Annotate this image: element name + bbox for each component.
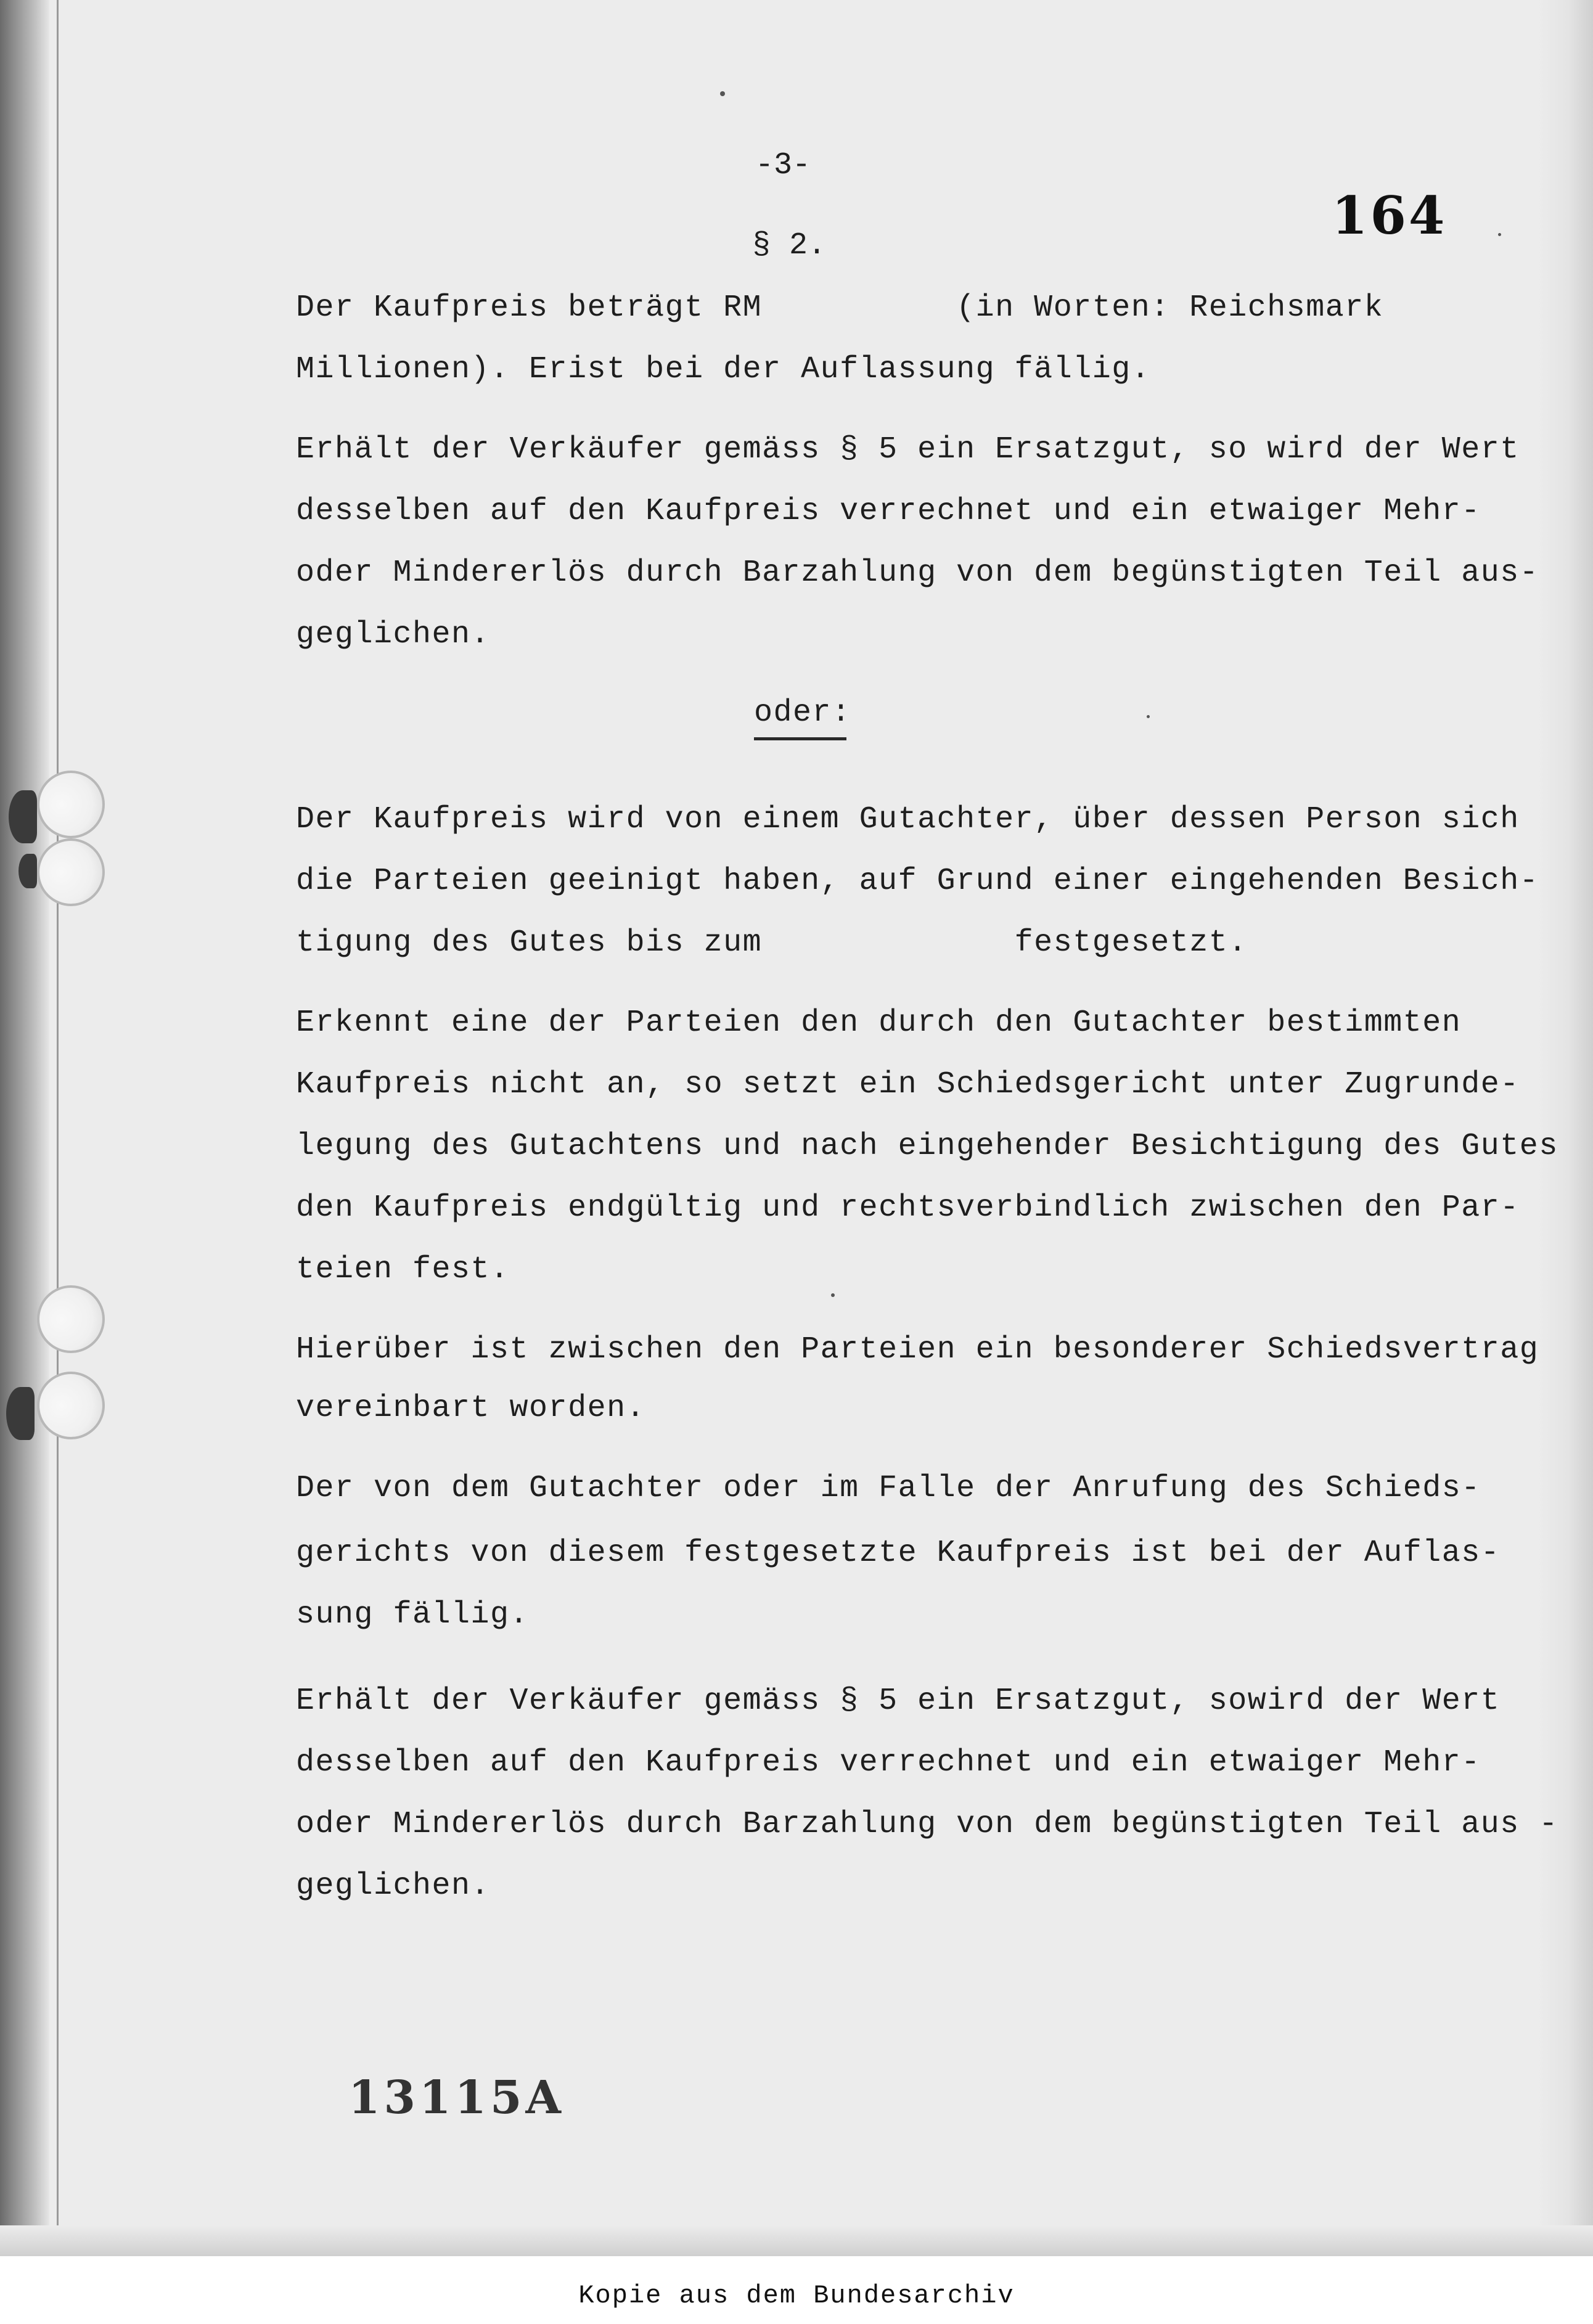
text-line: desselben auf den Kaufpreis verrechnet und ein etwaiger Mehr- [296,1745,1481,1780]
text-line: Erkennt eine der Parteien den durch den Gutachter bestimmten [296,1005,1462,1041]
archive-stamp: 13115A [348,2071,565,2124]
page-marker: -3- [755,148,811,183]
punch-hole-2 [37,838,105,906]
text-line: Der von dem Gutachter oder im Falle der Anrufung des Schieds- [296,1471,1481,1506]
speck [1147,715,1150,718]
alternative-label-underline [754,737,846,740]
punch-hole-shadow-4 [6,1387,35,1440]
text-line: Der Kaufpreis wird von einem Gutachter, über dessen Person sich [296,802,1520,837]
text-line: oder Mindererlös durch Barzahlung von dem begünstigten Teil aus - [296,1807,1558,1842]
punch-hole-shadow-2 [18,854,37,888]
punch-hole-shadow-1 [9,790,37,843]
text-line: geglichen. [296,1868,491,1904]
text-line: tigung des Gutes bis zum festgesetzt. [296,925,1248,960]
section-heading: § 2. [752,228,827,263]
text-line: geglichen. [296,617,491,652]
speck [831,1293,835,1297]
speck [1498,233,1501,236]
folio-number: 164 [1332,185,1448,246]
text-line: legung des Gutachtens und nach eingehender Besichtigung des Gutes [296,1129,1558,1164]
text-line: Der Kaufpreis beträgt RM (in Worten: Reichsmark [296,290,1384,325]
alternative-label: oder: [754,695,851,730]
text-line: teien fest. [296,1252,510,1287]
text-line: Hierüber ist zwischen den Parteien ein besonderer Schiedsvertrag [296,1332,1539,1367]
speck [720,91,725,96]
text-line: die Parteien geeinigt haben, auf Grund einer eingehenden Besich- [296,864,1539,899]
archive-footer: Kopie aus dem Bundesarchiv [578,2281,1015,2310]
binding-shadow [0,0,49,2256]
text-line: Erhält der Verkäufer gemäss § 5 ein Ersatzgut, sowird der Wert [296,1684,1501,1719]
text-line: Erhält der Verkäufer gemäss § 5 ein Ersatzgut, so wird der Wert [296,432,1520,467]
text-line: desselben auf den Kaufpreis verrechnet und ein etwaiger Mehr- [296,494,1481,529]
text-line: vereinbart worden. [296,1391,646,1426]
text-line: gerichts von diesem festgesetzte Kaufpreis ist bei der Auflas- [296,1536,1501,1571]
text-line: Kaufpreis nicht an, so setzt ein Schiedsgericht unter Zugrunde- [296,1067,1520,1102]
bottom-edge-shadow [0,2225,1593,2256]
binding-edge-line [57,0,59,2256]
text-line: den Kaufpreis endgültig und rechtsverbindlich zwischen den Par- [296,1190,1520,1225]
punch-hole-4 [37,1372,105,1439]
text-line: oder Mindererlös durch Barzahlung von dem begünstigten Teil aus- [296,555,1539,591]
punch-hole-3 [37,1285,105,1353]
punch-hole-1 [37,771,105,838]
text-line: Millionen). Erist bei der Auflassung fällig. [296,352,1151,387]
text-line: sung fällig. [296,1597,530,1632]
